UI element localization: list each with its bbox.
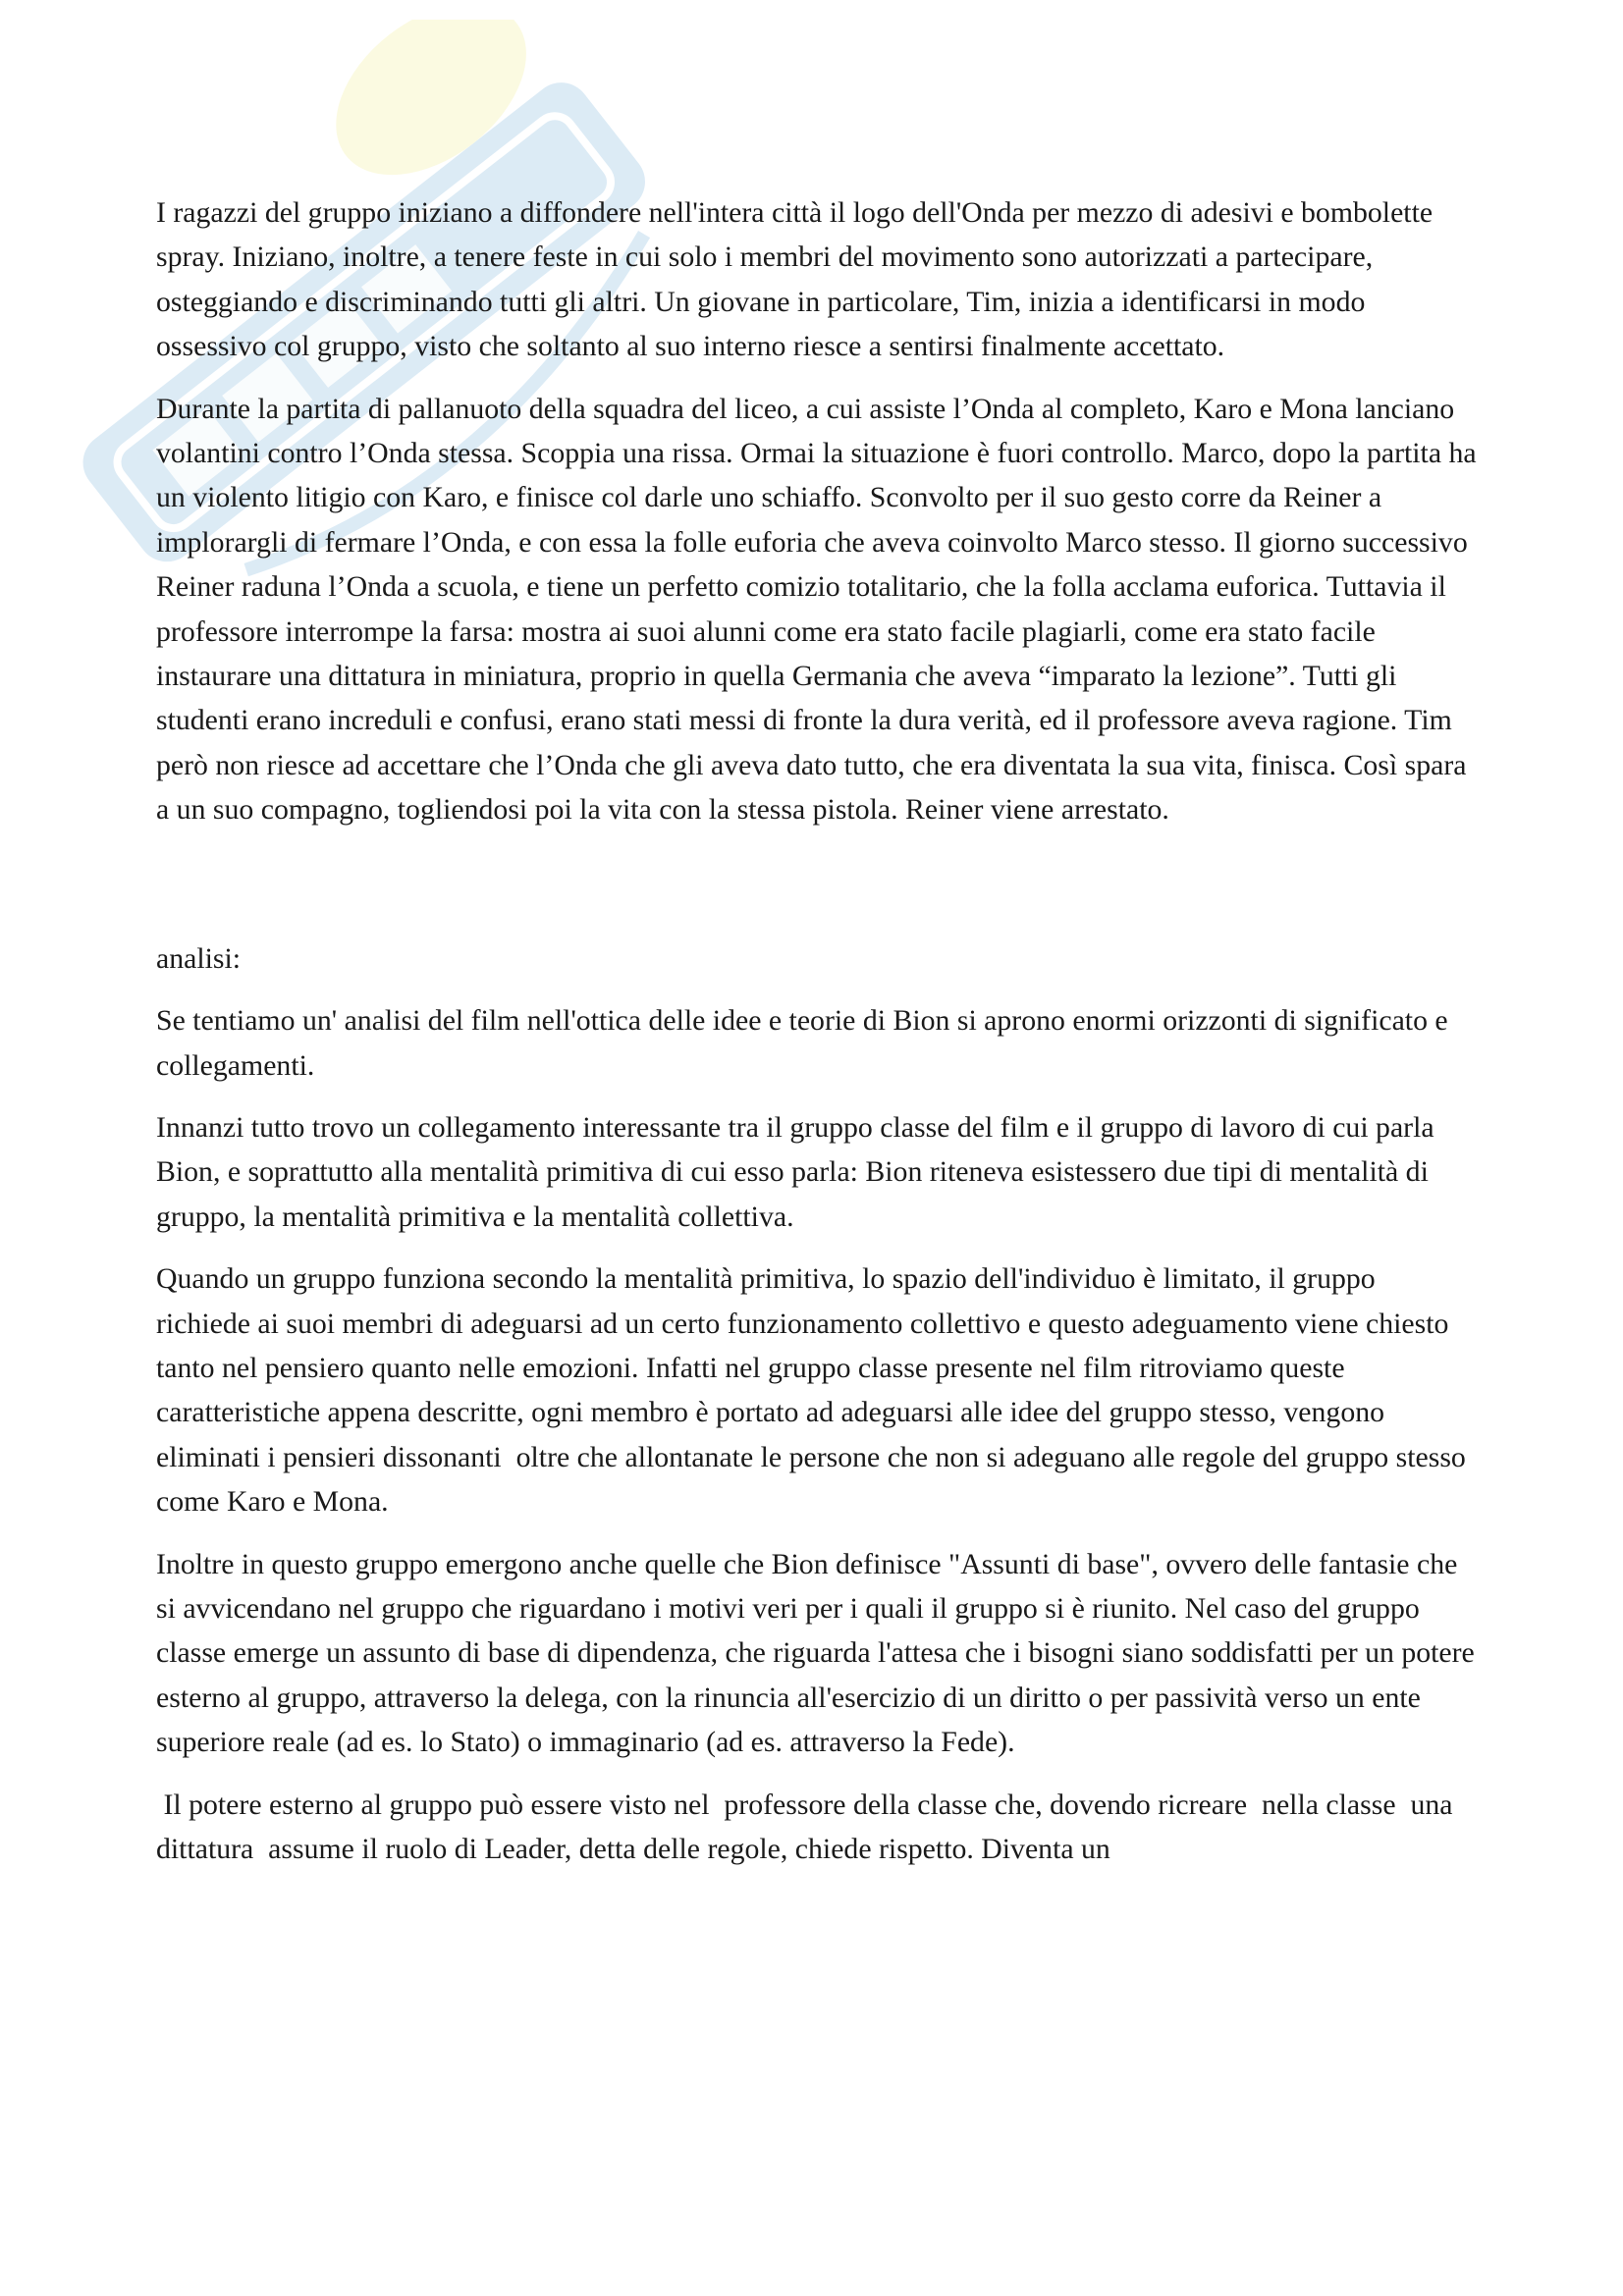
analysis-paragraph-2: Innanzi tutto trovo un collegamento interessante tra il gruppo classe del film e il gruppo di lavoro di cui parla Bion, e soprattutto alla mentalità primitiva di cui esso parla: Bion riteneva esistessero due tipi di mentalità di gruppo, la mentalità primitiva e la mentalità collettiva. [156, 1110, 1442, 1233]
analysis-paragraph-1: Se tentiamo un' analisi del film nell'ottica delle idee e teorie di Bion si aprono enormi orizzonti di significato e collegamenti. [156, 1004, 1456, 1082]
analysis-paragraph-5: Il potere esterno al gruppo può essere visto nel professore della classe che, dovendo ricreare nella classe una dittatura assume il ruolo di Leader, detta delle regole, chiede rispetto. Diventa un [156, 1788, 1460, 1865]
analysis-paragraph-3: Quando un gruppo funziona secondo la mentalità primitiva, lo spazio dell'individuo è limitato, il gruppo richiede ai suoi membri di adeguarsi ad un certo funzionamento collettivo e questo adeguamento viene chiesto tanto nel pensiero quanto nelle emozioni. Infatti nel gruppo classe presente nel film ritroviamo queste caratteristiche appena descritte, ogni membro è portato ad adeguarsi alle idee del gruppo stesso, vengono eliminati i pensieri dissonanti oltre che allontanate le persone che non si adeguano alle regole del gruppo stesso come Karo e Mona. [156, 1262, 1474, 1519]
analysis-heading: analisi: [156, 941, 242, 975]
document-body [156, 190, 1485, 1871]
watermark-badge [303, 20, 559, 210]
paragraph-1: I ragazzi del gruppo iniziano a diffondere nell'intera città il logo dell'Onda per mezzo di adesivi e bombolette spray. Iniziano, inoltre, a tenere feste in cui solo i membri del movimento sono autorizzati a partecipare, osteggiando e discriminando tutti gli altri. Un giovane in particolare, Tim, inizia a identificarsi in modo ossessivo col gruppo, visto che soltanto al suo interno riesce a sentirsi finalmente accettato. [156, 196, 1440, 363]
analysis-paragraph-4: Inoltre in questo gruppo emergono anche quelle che Bion definisce "Assunti di base", ovvero delle fantasie che si avvicendano nel gruppo che riguardano i motivi veri per i quali il gruppo si è riunito. Nel caso del gruppo classe emerge un assunto di base di dipendenza, che riguarda l'attesa che i bisogni siano soddisfatti per un potere esterno al gruppo, attraverso la delega, con la rinuncia all'esercizio di un diritto o per passività verso un ente superiore reale (ad es. lo Stato) o immaginario (ad es. attraverso la Fede). [156, 1547, 1483, 1759]
paragraph-2: Durante la partita di pallanuoto della squadra del liceo, a cui assiste l’Onda al completo, Karo e Mona lanciano volantini contro l’Onda stessa. Scoppia una rissa. Ormai la situazione è fuori controllo. Marco, dopo la partita ha un violento litigio con Karo, e finisce col darle uno schiaffo. Sconvolto per il suo gesto corre da Reiner a implorargli di fermare l’Onda, e con essa la folle euforia che aveva coinvolto Marco stesso. Il giorno successivo Reiner raduna l’Onda a scuola, e tiene un perfetto comizio totalitario, che la folla acclama euforica. Tuttavia il professore interrompe la farsa: mostra ai suoi alunni come era stato facile plagiarli, come era stato facile instaurare una dittatura in miniatura, proprio in quella Germania che aveva “imparato la lezione”. Tutti gli studenti erano increduli e confusi, erano stati messi di fronte la dura verità, ed il professore aveva ragione. Tim però non riesce ad accettare che l’Onda che gli aveva dato tutto, che era diventata la sua vita, finisca. Così spara a un suo compagno, togliendosi poi la vita con la stessa pistola. Reiner viene arrestato. [156, 392, 1485, 827]
